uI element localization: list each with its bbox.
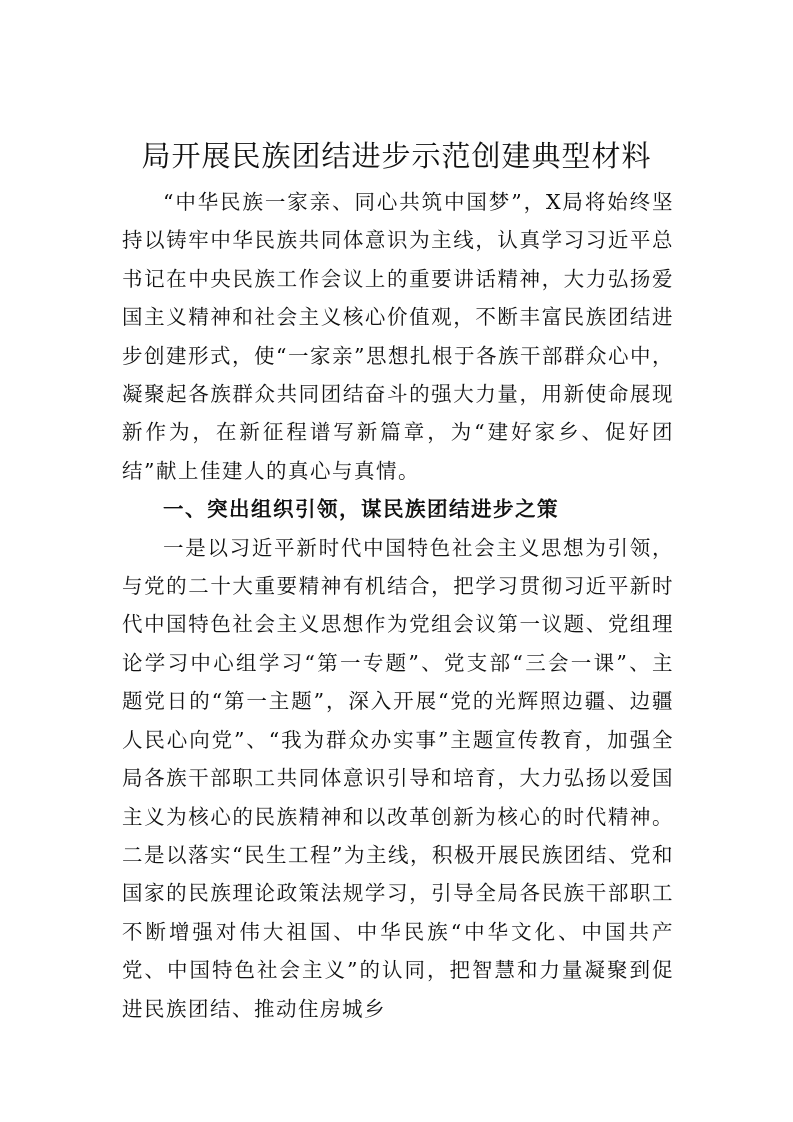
document-body: [122, 183, 674, 1028]
document-title: 局开展民族团结进步示范创建典型材料: [141, 139, 652, 173]
section-heading-1: 一、突出组织引领，谋民族团结进步之策: [163, 497, 559, 522]
intro-paragraph: “中华民族一家亲、同心共筑中国梦”，X局将始终坚持以铸牢中华民族共同体意识为主线，认真学习习近平总书记在中央民族工作会议上的重要讲话精神，大力弘扬爱国主义精神和社会主义核心价值观，不断丰富民族团结进步创建形式，使“一家亲”思想扎根于各族干部群众心中，凝聚起各族群众共同团结奋斗的强大力量，用新使命展现新作为，在新征程谱写新篇章，为“建好家乡、促好团结”献上佳建人的真心与真情。: [122, 190, 674, 483]
section-1-paragraph: 一是以习近平新时代中国特色社会主义思想为引领，与党的二十大重要精神有机结合，把学习贯彻习近平新时代中国特色社会主义思想作为党组会议第一议题、党组理论学习中心组学习“第一专题”、党支部“三会一课”、主题党日的“第一主题”，深入开展“党的光辉照边疆、边疆人民心向党”、“我为群众办实事”主题宣传教育，加强全局各族干部职工共同体意识引导和培育，大力弘扬以爱国主义为核心的民族精神和以改革创新为核心的时代精神。二是以落实“民生工程”为主线，积极开展民族团结、党和国家的民族理论政策法规学习，引导全局各民族干部职工不断增强对伟大祖国、中华民族“中华文化、中国共产党、中国特色社会主义”的认同，把智慧和力量凝聚到促进民族团结、推动住房城乡: [122, 535, 674, 1021]
